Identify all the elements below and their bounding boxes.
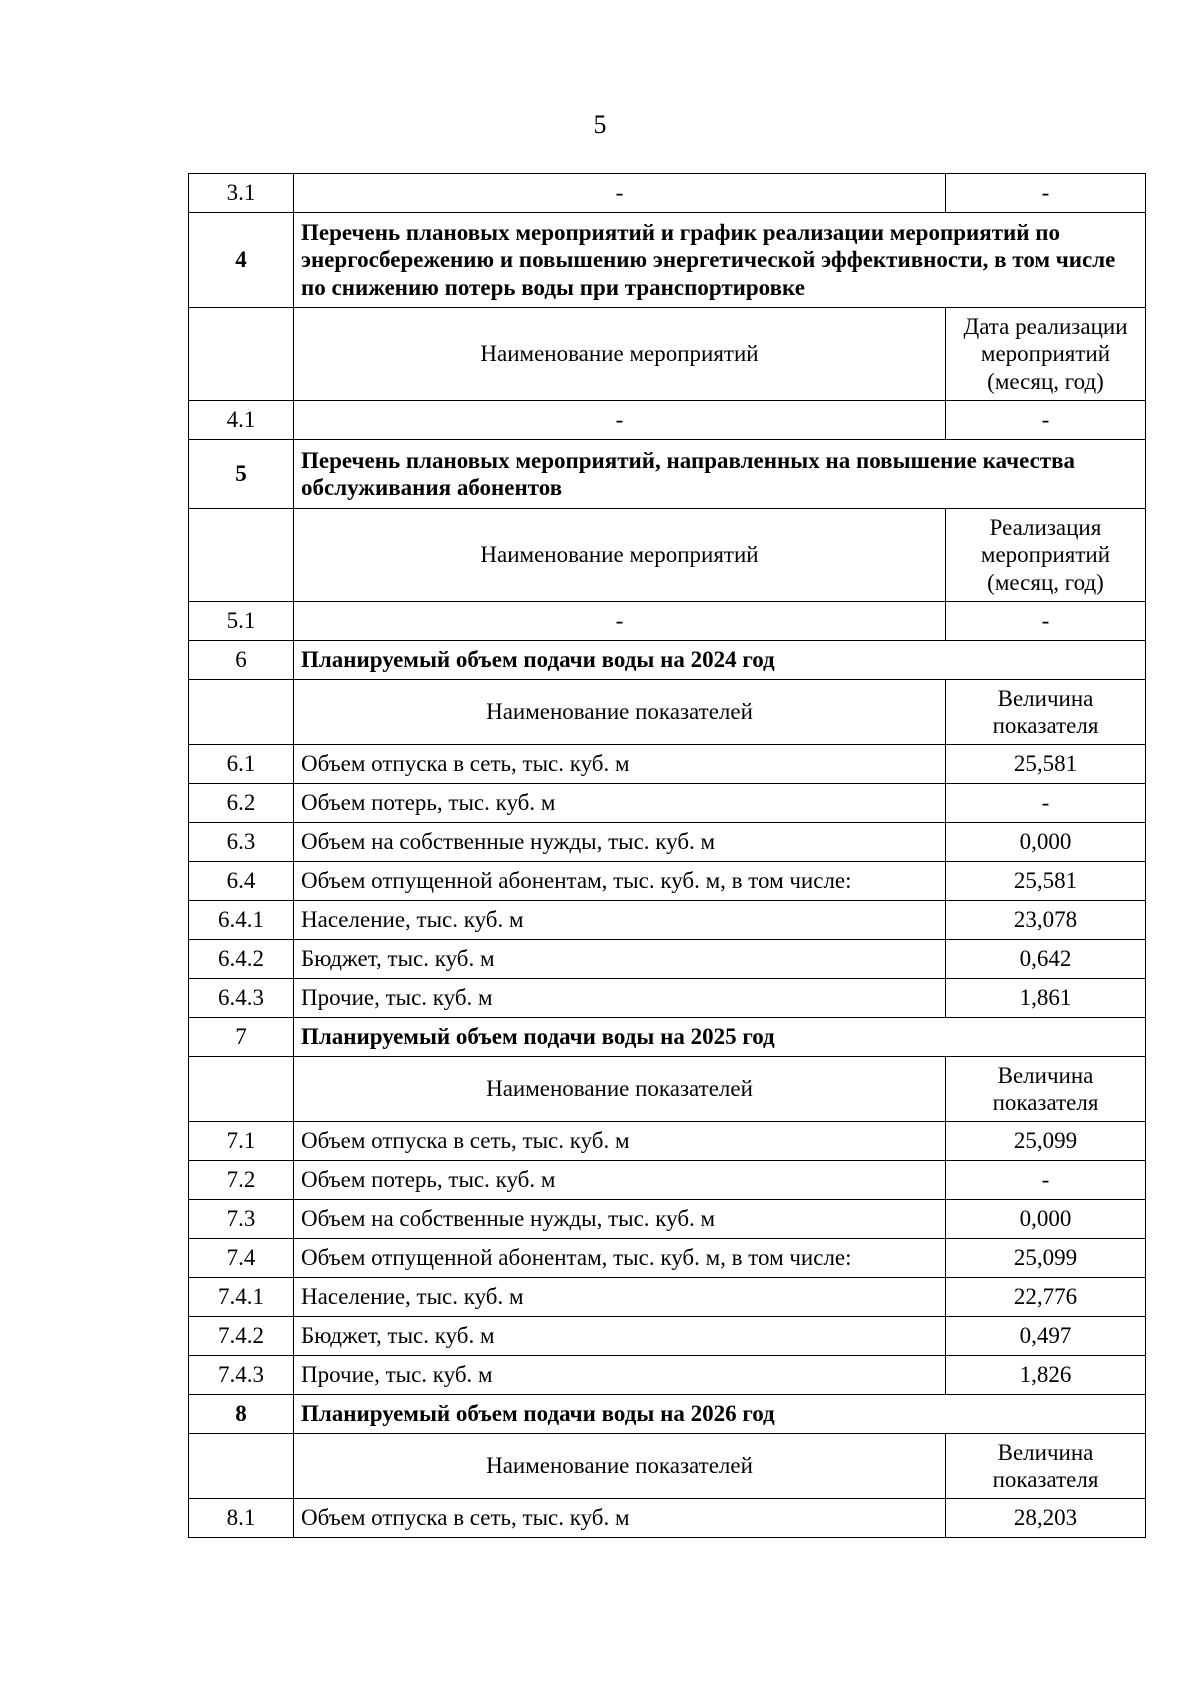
table-row bbox=[189, 1200, 1146, 1239]
table-row bbox=[189, 979, 1146, 1018]
row-value: 0,000 bbox=[946, 823, 1146, 862]
table-row bbox=[189, 1239, 1146, 1278]
table-row bbox=[189, 1356, 1146, 1395]
row-name: Прочие, тыс. куб. м bbox=[294, 979, 946, 1018]
row-number: 7.3 bbox=[189, 1200, 294, 1239]
header-number-cell bbox=[189, 308, 294, 401]
row-value: - bbox=[946, 401, 1146, 440]
row-number: 6.4.1 bbox=[189, 901, 294, 940]
table-row bbox=[189, 1317, 1146, 1356]
column-header-name: Наименование мероприятий bbox=[294, 308, 946, 401]
header-number-cell bbox=[189, 680, 294, 745]
page-number: 5 bbox=[593, 110, 607, 139]
table-row bbox=[189, 784, 1146, 823]
section-title: Перечень плановых мероприятий и график реализации мероприятий по энергосбережению и повышению энергетической эффективности, в том числе по снижению потерь воды при транспортировке bbox=[294, 213, 1146, 308]
section-row bbox=[189, 213, 1146, 308]
column-header-name: Наименование показателей bbox=[294, 1434, 946, 1499]
column-header-row bbox=[189, 509, 1146, 602]
row-name: Объем отпуска в сеть, тыс. куб. м bbox=[294, 1122, 946, 1161]
column-header-value: Дата реализации мероприятий (месяц, год) bbox=[946, 308, 1146, 401]
column-header-row bbox=[189, 680, 1146, 745]
table-row bbox=[189, 174, 1146, 213]
section-row bbox=[189, 1395, 1146, 1434]
row-name: Население, тыс. куб. м bbox=[294, 1278, 946, 1317]
table-row bbox=[189, 1278, 1146, 1317]
column-header-value: Величина показателя bbox=[946, 680, 1146, 745]
row-value: 0,000 bbox=[946, 1200, 1146, 1239]
row-number: 6.4.2 bbox=[189, 940, 294, 979]
table-row bbox=[189, 745, 1146, 784]
row-value: 22,776 bbox=[946, 1278, 1146, 1317]
header-number-cell bbox=[189, 509, 294, 602]
row-value: - bbox=[946, 174, 1146, 213]
section-number: 4 bbox=[189, 213, 294, 308]
plan-table bbox=[188, 173, 1146, 1538]
section-title: Планируемый объем подачи воды на 2025 год bbox=[294, 1018, 1146, 1057]
row-name: - bbox=[294, 401, 946, 440]
row-value: 0,642 bbox=[946, 940, 1146, 979]
row-number: 4.1 bbox=[189, 401, 294, 440]
row-value: 25,581 bbox=[946, 745, 1146, 784]
row-name: Объем потерь, тыс. куб. м bbox=[294, 784, 946, 823]
row-number: 6.4.3 bbox=[189, 979, 294, 1018]
row-number: 7.4.3 bbox=[189, 1356, 294, 1395]
row-number: 7.4 bbox=[189, 1239, 294, 1278]
row-name: Объем отпущенной абонентам, тыс. куб. м, в том числе: bbox=[294, 1239, 946, 1278]
column-header-value: Величина показателя bbox=[946, 1434, 1146, 1499]
row-name: Объем отпущенной абонентам, тыс. куб. м, в том числе: bbox=[294, 862, 946, 901]
table-body bbox=[189, 174, 1146, 1538]
row-name: Объем на собственные нужды, тыс. куб. м bbox=[294, 1200, 946, 1239]
column-header-value: Реализация мероприятий (месяц, год) bbox=[946, 509, 1146, 602]
column-header-row bbox=[189, 1434, 1146, 1499]
row-value: 25,581 bbox=[946, 862, 1146, 901]
column-header-row bbox=[189, 1057, 1146, 1122]
section-row bbox=[189, 641, 1146, 680]
table-row bbox=[189, 1161, 1146, 1200]
row-value: 0,497 bbox=[946, 1317, 1146, 1356]
row-name: - bbox=[294, 174, 946, 213]
row-name: Бюджет, тыс. куб. м bbox=[294, 1317, 946, 1356]
table-row bbox=[189, 401, 1146, 440]
header-number-cell bbox=[189, 1057, 294, 1122]
row-value: 1,826 bbox=[946, 1356, 1146, 1395]
row-value: 23,078 bbox=[946, 901, 1146, 940]
table-row bbox=[189, 1122, 1146, 1161]
row-number: 3.1 bbox=[189, 174, 294, 213]
row-number: 6.1 bbox=[189, 745, 294, 784]
table-row bbox=[189, 823, 1146, 862]
section-number: 8 bbox=[189, 1395, 294, 1434]
row-value: 25,099 bbox=[946, 1122, 1146, 1161]
column-header-row bbox=[189, 308, 1146, 401]
row-value: 28,203 bbox=[946, 1499, 1146, 1538]
row-name: Объем на собственные нужды, тыс. куб. м bbox=[294, 823, 946, 862]
section-number: 7 bbox=[189, 1018, 294, 1057]
row-name: Население, тыс. куб. м bbox=[294, 901, 946, 940]
row-number: 5.1 bbox=[189, 602, 294, 641]
row-name: - bbox=[294, 602, 946, 641]
section-row bbox=[189, 440, 1146, 509]
row-number: 7.4.1 bbox=[189, 1278, 294, 1317]
row-number: 6.3 bbox=[189, 823, 294, 862]
section-number: 5 bbox=[189, 440, 294, 509]
row-number: 6.2 bbox=[189, 784, 294, 823]
section-title: Планируемый объем подачи воды на 2026 год bbox=[294, 1395, 1146, 1434]
row-value: 1,861 bbox=[946, 979, 1146, 1018]
section-row bbox=[189, 1018, 1146, 1057]
table-row bbox=[189, 901, 1146, 940]
row-number: 6.4 bbox=[189, 862, 294, 901]
section-number: 6 bbox=[189, 641, 294, 680]
column-header-name: Наименование показателей bbox=[294, 1057, 946, 1122]
header-number-cell bbox=[189, 1434, 294, 1499]
row-value: - bbox=[946, 602, 1146, 641]
row-value: 25,099 bbox=[946, 1239, 1146, 1278]
row-name: Объем потерь, тыс. куб. м bbox=[294, 1161, 946, 1200]
row-name: Прочие, тыс. куб. м bbox=[294, 1356, 946, 1395]
row-name: Бюджет, тыс. куб. м bbox=[294, 940, 946, 979]
row-value: - bbox=[946, 784, 1146, 823]
row-name: Объем отпуска в сеть, тыс. куб. м bbox=[294, 745, 946, 784]
section-title: Перечень плановых мероприятий, направленных на повышение качества обслуживания абонентов bbox=[294, 440, 1146, 509]
column-header-value: Величина показателя bbox=[946, 1057, 1146, 1122]
row-name: Объем отпуска в сеть, тыс. куб. м bbox=[294, 1499, 946, 1538]
table-row bbox=[189, 940, 1146, 979]
row-number: 7.1 bbox=[189, 1122, 294, 1161]
table-row bbox=[189, 862, 1146, 901]
row-number: 7.2 bbox=[189, 1161, 294, 1200]
row-value: - bbox=[946, 1161, 1146, 1200]
table-row bbox=[189, 602, 1146, 641]
column-header-name: Наименование показателей bbox=[294, 680, 946, 745]
row-number: 8.1 bbox=[189, 1499, 294, 1538]
section-title: Планируемый объем подачи воды на 2024 год bbox=[294, 641, 1146, 680]
table-row bbox=[189, 1499, 1146, 1538]
column-header-name: Наименование мероприятий bbox=[294, 509, 946, 602]
row-number: 7.4.2 bbox=[189, 1317, 294, 1356]
